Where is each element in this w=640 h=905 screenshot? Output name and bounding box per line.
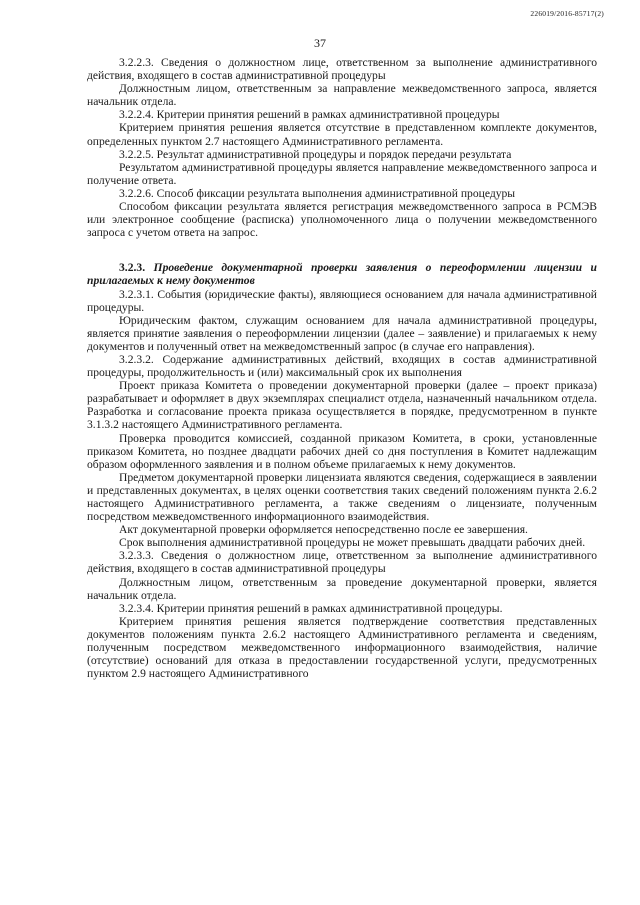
paragraph: Юридическим фактом, служащим основанием для начала административной процедуры, является принятие заявления о переоформлении лицензии (далее – заявление) и прилагаемых к нему документов и полученный ответ на межведомственный запрос (в случае его направления). <box>87 313 597 353</box>
paragraph: Акт документарной проверки оформляется непосредственно после ее завершения. <box>119 523 528 537</box>
paragraph: Проект приказа Комитета о проведении документарной проверки (далее – проект приказа) разрабатывает и оформляет в двух экземплярах специалист отдела, назначенный начальником отдела. Разработка и согласование проекта приказа осуществляется в порядке, предусмотренном в пункте 3.1.3.2 настоящего Административного регламента. <box>87 379 597 432</box>
paragraph: 3.2.2.4. Критерии принятия решений в рамках административной процедуры <box>119 108 500 122</box>
section-heading-number: 3.2.3. <box>119 261 146 275</box>
paragraph: Способом фиксации результата является регистрация межведомственного запроса в РСМЭВ или электронное сообщение (расписка) уполномоченного лица о получении межведомственного запроса с учетом ответа на запрос. <box>87 200 597 240</box>
paragraph: 3.2.2.5. Результат административной процедуры и порядок передачи результата <box>119 147 512 161</box>
paragraph: 3.2.3.2. Содержание административных действий, входящих в состав административной процедуры, продолжительность и (или) максимальный срок их выполнения <box>87 352 597 380</box>
paragraph: 3.2.3.4. Критерии принятия решений в рамках административной процедуры. <box>119 601 503 615</box>
paragraph: 3.2.3.1. События (юридические факты), являющиеся основанием для начала административной процедуры. <box>87 287 597 314</box>
paragraph: Предметом документарной проверки лицензиата являются сведения, содержащиеся в заявлении и представленных документах, в целях оценки соответствия таких сведений положениям пункта 2.6.2 настоящего Административного регламента, а также сведениям о лицензиате, полученным посредством межведомственного информационного взаимодействия. <box>87 470 597 524</box>
paragraph: Критерием принятия решения является подтверждение соответствия представленных документов положениям пункта 2.6.2 настоящего Административного регламента и сведениям, полученным посредством межведомственного информационного взаимодействия, наличие (отсутствие) оснований для отказа в предоставлении государственной услуги, предусмотренных пунктом 2.9 настоящего Административного <box>87 614 597 681</box>
paragraph: 3.2.2.3. Сведения о должностном лице, ответственном за выполнение административного действия, входящего в состав административной процедуры <box>87 56 597 83</box>
paragraph: 3.2.2.6. Способ фиксации результата выполнения административной процедуры <box>119 186 516 200</box>
paragraph: Критерием принятия решения является отсутствие в представленном комплекте документов, определенных пунктом 2.7 настоящего Административного регламента. <box>87 121 597 148</box>
paragraph: Проверка проводится комиссией, созданной приказом Комитета, в сроки, установленные приказом Комитета, но позднее двадцати рабочих дней со дня поступления в Комитет надлежащим образом оформленного заявления и в полном объеме прилагаемых к нему документов. <box>87 431 597 471</box>
paragraph: Должностным лицом, ответственным за проведение документарной проверки, является начальник отдела. <box>87 575 597 602</box>
paragraph: Результатом административной процедуры является направление межведомственного запроса и получение ответа. <box>87 160 597 187</box>
document-body <box>87 56 597 680</box>
paragraph: Должностным лицом, ответственным за направление межведомственного запроса, является начальник отдела. <box>87 82 597 109</box>
page-number: 37 <box>314 36 326 50</box>
paragraph: 3.2.3.3. Сведения о должностном лице, ответственном за выполнение административного действия, входящего в состав административной процедуры <box>87 549 597 576</box>
section-heading <box>87 261 597 287</box>
document-id: 226019/2016-85717(2) <box>530 9 604 18</box>
section-heading-title: Проведение документарной проверки заявления о переоформлении лицензии и прилагаемых к нему документов <box>87 261 597 288</box>
paragraph: Срок выполнения административной процедуры не может превышать двадцати рабочих дней. <box>119 536 586 550</box>
